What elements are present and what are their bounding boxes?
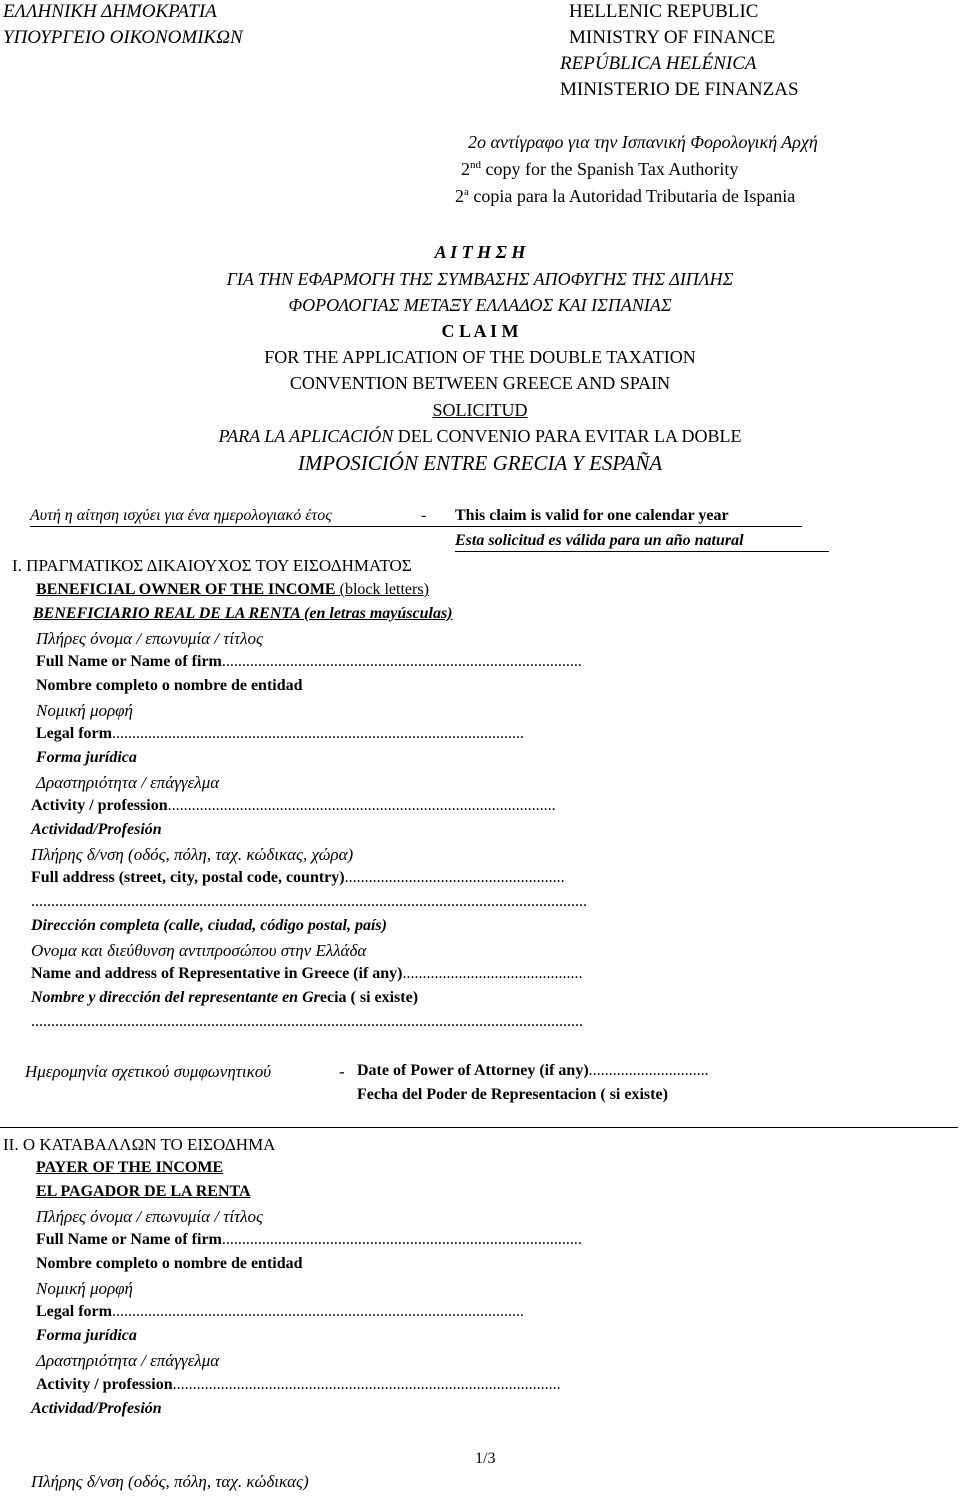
s1-legal-spanish: Forma jurídica (36, 749, 137, 766)
section2-heading-greek: ΙΙ. Ο ΚΑΤΑΒΑΛΛΩΝ ΤΟ ΕΙΣΟΔΗΜΑ (3, 1135, 276, 1154)
header-left-line1: ΕΛΛΗΝΙΚΗ ΔΗΜΟΚΡΑΤΙΑ (3, 1, 217, 22)
s1-activity-spanish: Actividad/Profesión (31, 821, 162, 838)
section-divider (0, 1127, 958, 1128)
title-english-claim: C L A I M (441, 321, 519, 341)
s1-legal-english: Legal form....................................................................................................... (36, 725, 524, 742)
s1-rep-english: Name and address of Representative in Greece (if any)............................................. (31, 965, 583, 982)
title-english-line2: CONVENTION BETWEEN GREECE AND SPAIN (289, 373, 671, 393)
s1-date-spanish: Fecha del Poder de Representacion ( si existe) (357, 1086, 668, 1103)
section2-heading-spanish: EL PAGADOR DE LA RENTA (36, 1183, 251, 1200)
header-left-line2: ΥΠΟΥΡΓΕΙΟ ΟΙΚΟΝΟΜΙΚΩΝ (3, 27, 243, 48)
s1-name-greek: Πλήρες όνομα / επωνυμία / τίτλος (36, 629, 263, 648)
title-greek-line2: ΦΟΡΟΛΟΓΙΑΣ ΜΕΤΑΞΥ ΕΛΛΑΔΟΣ ΚΑΙ ΙΣΠΑΝΙΑΣ (288, 295, 672, 315)
section2-heading-english: PAYER OF THE INCOME (36, 1159, 224, 1176)
s2-name-spanish: Nombre completo o nombre de entidad (36, 1255, 303, 1272)
validity-english: This claim is valid for one calendar year (455, 507, 729, 524)
validity-underline-1 (30, 526, 802, 527)
s1-date-dash: - (339, 1062, 345, 1081)
copy-notice-spanish: 2$^a$ copia para la Autoridad Tributaria de Ispania (455, 186, 796, 206)
validity-greek: Αυτή η αίτηση ισχύει για ένα ημερολογιακό έτος (30, 507, 332, 524)
s2-legal-english: Legal form....................................................................................................... (36, 1303, 524, 1320)
s2-legal-greek: Νομική μορφή (36, 1279, 133, 1298)
header-right-line1: HELLENIC REPUBLIC (569, 1, 759, 22)
title-english-line1: FOR THE APPLICATION OF THE DOUBLE TAXATION (264, 347, 696, 367)
s1-rep-greek: Ονομα και διεύθυνση αντιπροσώπου στην Ελλάδα (31, 941, 367, 960)
s2-name-english: Full Name or Name of firm.......................................................................................... (36, 1231, 582, 1248)
header-right-line4: MINISTERIO DE FINANZAS (560, 79, 799, 100)
s1-rep-dots: .......................................................................................................................................... (31, 1013, 583, 1030)
copy-notice-english: 2nd copy for the Spanish Tax Authority (461, 159, 739, 179)
title-spanish-claim: SOLICITUD (432, 400, 528, 420)
s2-name-greek: Πλήρες όνομα / επωνυμία / τίτλος (36, 1207, 263, 1226)
s1-activity-english: Activity / profession................................................................................................. (31, 797, 556, 814)
s1-address-english: Full address (street, city, postal code, country)....................................................... (31, 869, 565, 886)
section1-heading-greek: Ι. ΠΡΑΓΜΑΤΙΚΟΣ ΔΙΚΑΙΟΥΧΟΣ ΤΟΥ ΕΙΣΟΔΗΜΑΤΟΣ (12, 556, 412, 575)
s1-rep-spanish: Nombre y dirección del representante en Grecia ( si existe) (31, 989, 419, 1006)
validity-dash: - (421, 507, 427, 524)
s2-activity-english: Activity / profession................................................................................................. (36, 1376, 561, 1393)
copy-notice-greek: 2ο αντίγραφο για την Ισπανική Φορολογική Αρχή (468, 132, 818, 152)
s1-name-english: Full Name or Name of firm.......................................................................................... (36, 653, 582, 670)
validity-spanish: Esta solicitud es válida para un año natural (455, 532, 744, 549)
header-right-line2: MINISTRY OF FINANCE (569, 27, 776, 48)
s1-activity-greek: Δραστηριότητα / επάγγελμα (36, 773, 220, 792)
s1-legal-greek: Νομική μορφή (36, 701, 133, 720)
title-spanish-line1: PARA LA APLICACIÓN DEL CONVENIO PARA EVITAR LA DOBLE (218, 426, 742, 446)
s1-address-dots: ........................................................................................................................................... (31, 893, 587, 910)
s1-date-greek: Ημερομηνία σχετικού συμφωνητικού (25, 1062, 272, 1081)
s1-address-greek: Πλήρης δ/νση (οδός, πόλη, ταχ. κώδικας, χώρα) (31, 845, 354, 864)
title-greek-line1: ΓΙΑ ΤΗΝ ΕΦΑΡΜΟΓΗ ΤΗΣ ΣΥΜΒΑΣΗΣ ΑΠΟΦΥΓΗΣ ΤΗΣ ΔΙΠΛΗΣ (226, 269, 734, 289)
s2-legal-spanish: Forma jurídica (36, 1327, 137, 1344)
s1-name-spanish: Nombre completo o nombre de entidad (36, 677, 303, 694)
page-number: 1/3 (475, 1450, 496, 1467)
title-spanish-line2: IMPOSICIÓN ENTRE GRECIA Y ESPAÑA (297, 451, 663, 475)
header-right-line3: REPÚBLICA HELÉNICA (560, 53, 757, 74)
s1-address-spanish: Dirección completa (calle, ciudad, código postal, país) (31, 917, 387, 934)
s1-date-english: Date of Power of Attorney (if any).............................. (357, 1062, 709, 1079)
s2-activity-greek: Δραστηριότητα / επάγγελμα (36, 1351, 220, 1370)
section1-heading-english: BENEFICIAL OWNER OF THE INCOME (block letters) (36, 581, 429, 598)
validity-underline-2 (455, 551, 829, 552)
s2-address-greek: Πλήρης δ/νση (οδός, πόλη, ταχ. κώδικας) (31, 1472, 309, 1491)
title-greek-claim: Α Ι Τ Η Σ Η (434, 242, 526, 262)
section1-heading-spanish: BENEFICIARIO REAL DE LA RENTA (en letras mayúsculas) (33, 605, 453, 622)
s2-activity-spanish: Actividad/Profesión (31, 1400, 162, 1417)
